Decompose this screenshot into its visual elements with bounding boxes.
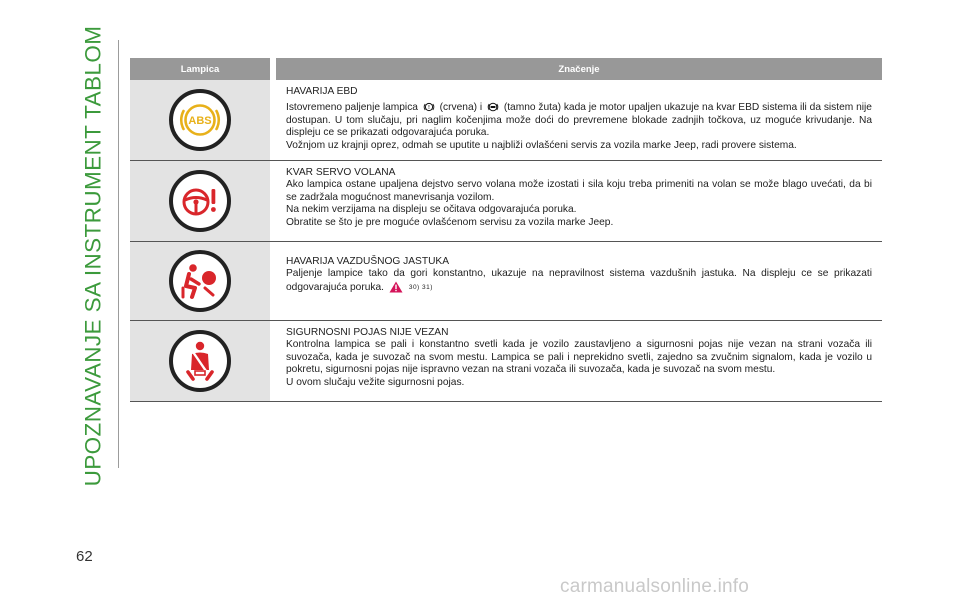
row-heading: KVAR SERVO VOLANA <box>286 167 396 178</box>
table-row <box>130 80 882 161</box>
row-heading: SIGURNOSNI POJAS NIJE VEZAN <box>286 327 449 338</box>
table-row <box>130 161 882 242</box>
row-paragraph: U ovom slučaju vežite sigurnosni pojas. <box>286 376 465 388</box>
row-paragraph: Istovremeno paljenje lampica ! (crvena) i (tamno žuta) kada je motor upaljen ukazuje na kvar EBD sistema ili da sistem nije dostupan. U tom slučaju, pri naglim kočenjima može doći do prevremene blokade zadnjih točkova, uz moguće krivudanje. Na displeju ce se prikazati odgovarajuća poruka. <box>286 102 872 139</box>
row-heading: HAVARIJA EBD <box>286 86 358 97</box>
abs-small-icon <box>487 101 499 113</box>
meaning-cell <box>276 321 882 401</box>
brake-warning-icon <box>423 101 435 113</box>
svg-text:!: ! <box>427 105 430 112</box>
icon-cell <box>130 242 276 320</box>
row-paragraph: Na nekim verzijama na displeju se očitava odgovarajuća poruka. <box>286 204 577 216</box>
abs-icon-label: ABS <box>188 115 212 127</box>
icon-cell <box>130 161 276 241</box>
table-row <box>130 321 882 402</box>
row-paragraph: Kontrolna lampica se pali i konstantno svetli kada je vozilo zaustavljeno a sigurnosni pojas nije vezan na strani vozača ili suvozača, kada je suvozač na svom mestu. Lampica se pali i neprekidno svetli, zajedno sa zvučnim signalom, kada je vozilo u pokretu, sigurnosni pojas nije ispravno vezan na strani vozača ili suvozača, kada je suvozač na svom mestu. <box>286 339 872 376</box>
table-row <box>130 242 882 321</box>
row-heading: HAVARIJA VAZDUŠNOG JASTUKA <box>286 256 450 267</box>
page-number: 62 <box>76 548 93 565</box>
warning-lights-table <box>130 58 882 402</box>
row-paragraph: Paljenje lampice tako da gori konstantno, ukazuje na nepravilnost sistema vazdušnih jastuka. Na displeju ce se prikazati odgovarajuća poruka. 30) 31) <box>286 268 872 293</box>
power-steering-warning-icon <box>169 170 231 232</box>
side-chapter-title: UPOZNAVANJE SA INSTRUMENT TABLOM <box>80 25 106 487</box>
icon-cell <box>130 80 276 160</box>
airbag-warning-icon <box>169 250 231 312</box>
header-lampica: Lampica <box>130 58 276 80</box>
header-znacenje: Značenje <box>558 63 600 75</box>
meaning-cell <box>276 80 882 160</box>
row-paragraph: Obratite se što je pre moguće ovlašćenom servisu za vozila marke Jeep. <box>286 216 614 228</box>
icon-cell <box>130 321 276 401</box>
row-paragraph: Ako lampica ostane upaljena dejstvo servo volana može izostati i sila koju treba primeniti na volan se može blago uvećati, da bi se zadržala mogućnost manevrisanja vozilom. <box>286 179 872 203</box>
abs-warning-icon <box>169 89 231 151</box>
footnote-refs: 30) 31) <box>408 283 433 291</box>
seatbelt-warning-icon <box>169 330 231 392</box>
side-divider <box>118 40 119 468</box>
table-header <box>130 58 882 80</box>
row-paragraph: Vožnjom uz krajnji oprez, odmah se uputite u najbliži ovlašćeni servis za vozila marke Jeep, radi provere sistema. <box>286 139 797 151</box>
meaning-cell <box>276 161 882 241</box>
warning-triangle-icon <box>389 281 403 293</box>
meaning-cell <box>276 242 882 320</box>
watermark-text: carmanualsonline.info <box>560 576 750 597</box>
